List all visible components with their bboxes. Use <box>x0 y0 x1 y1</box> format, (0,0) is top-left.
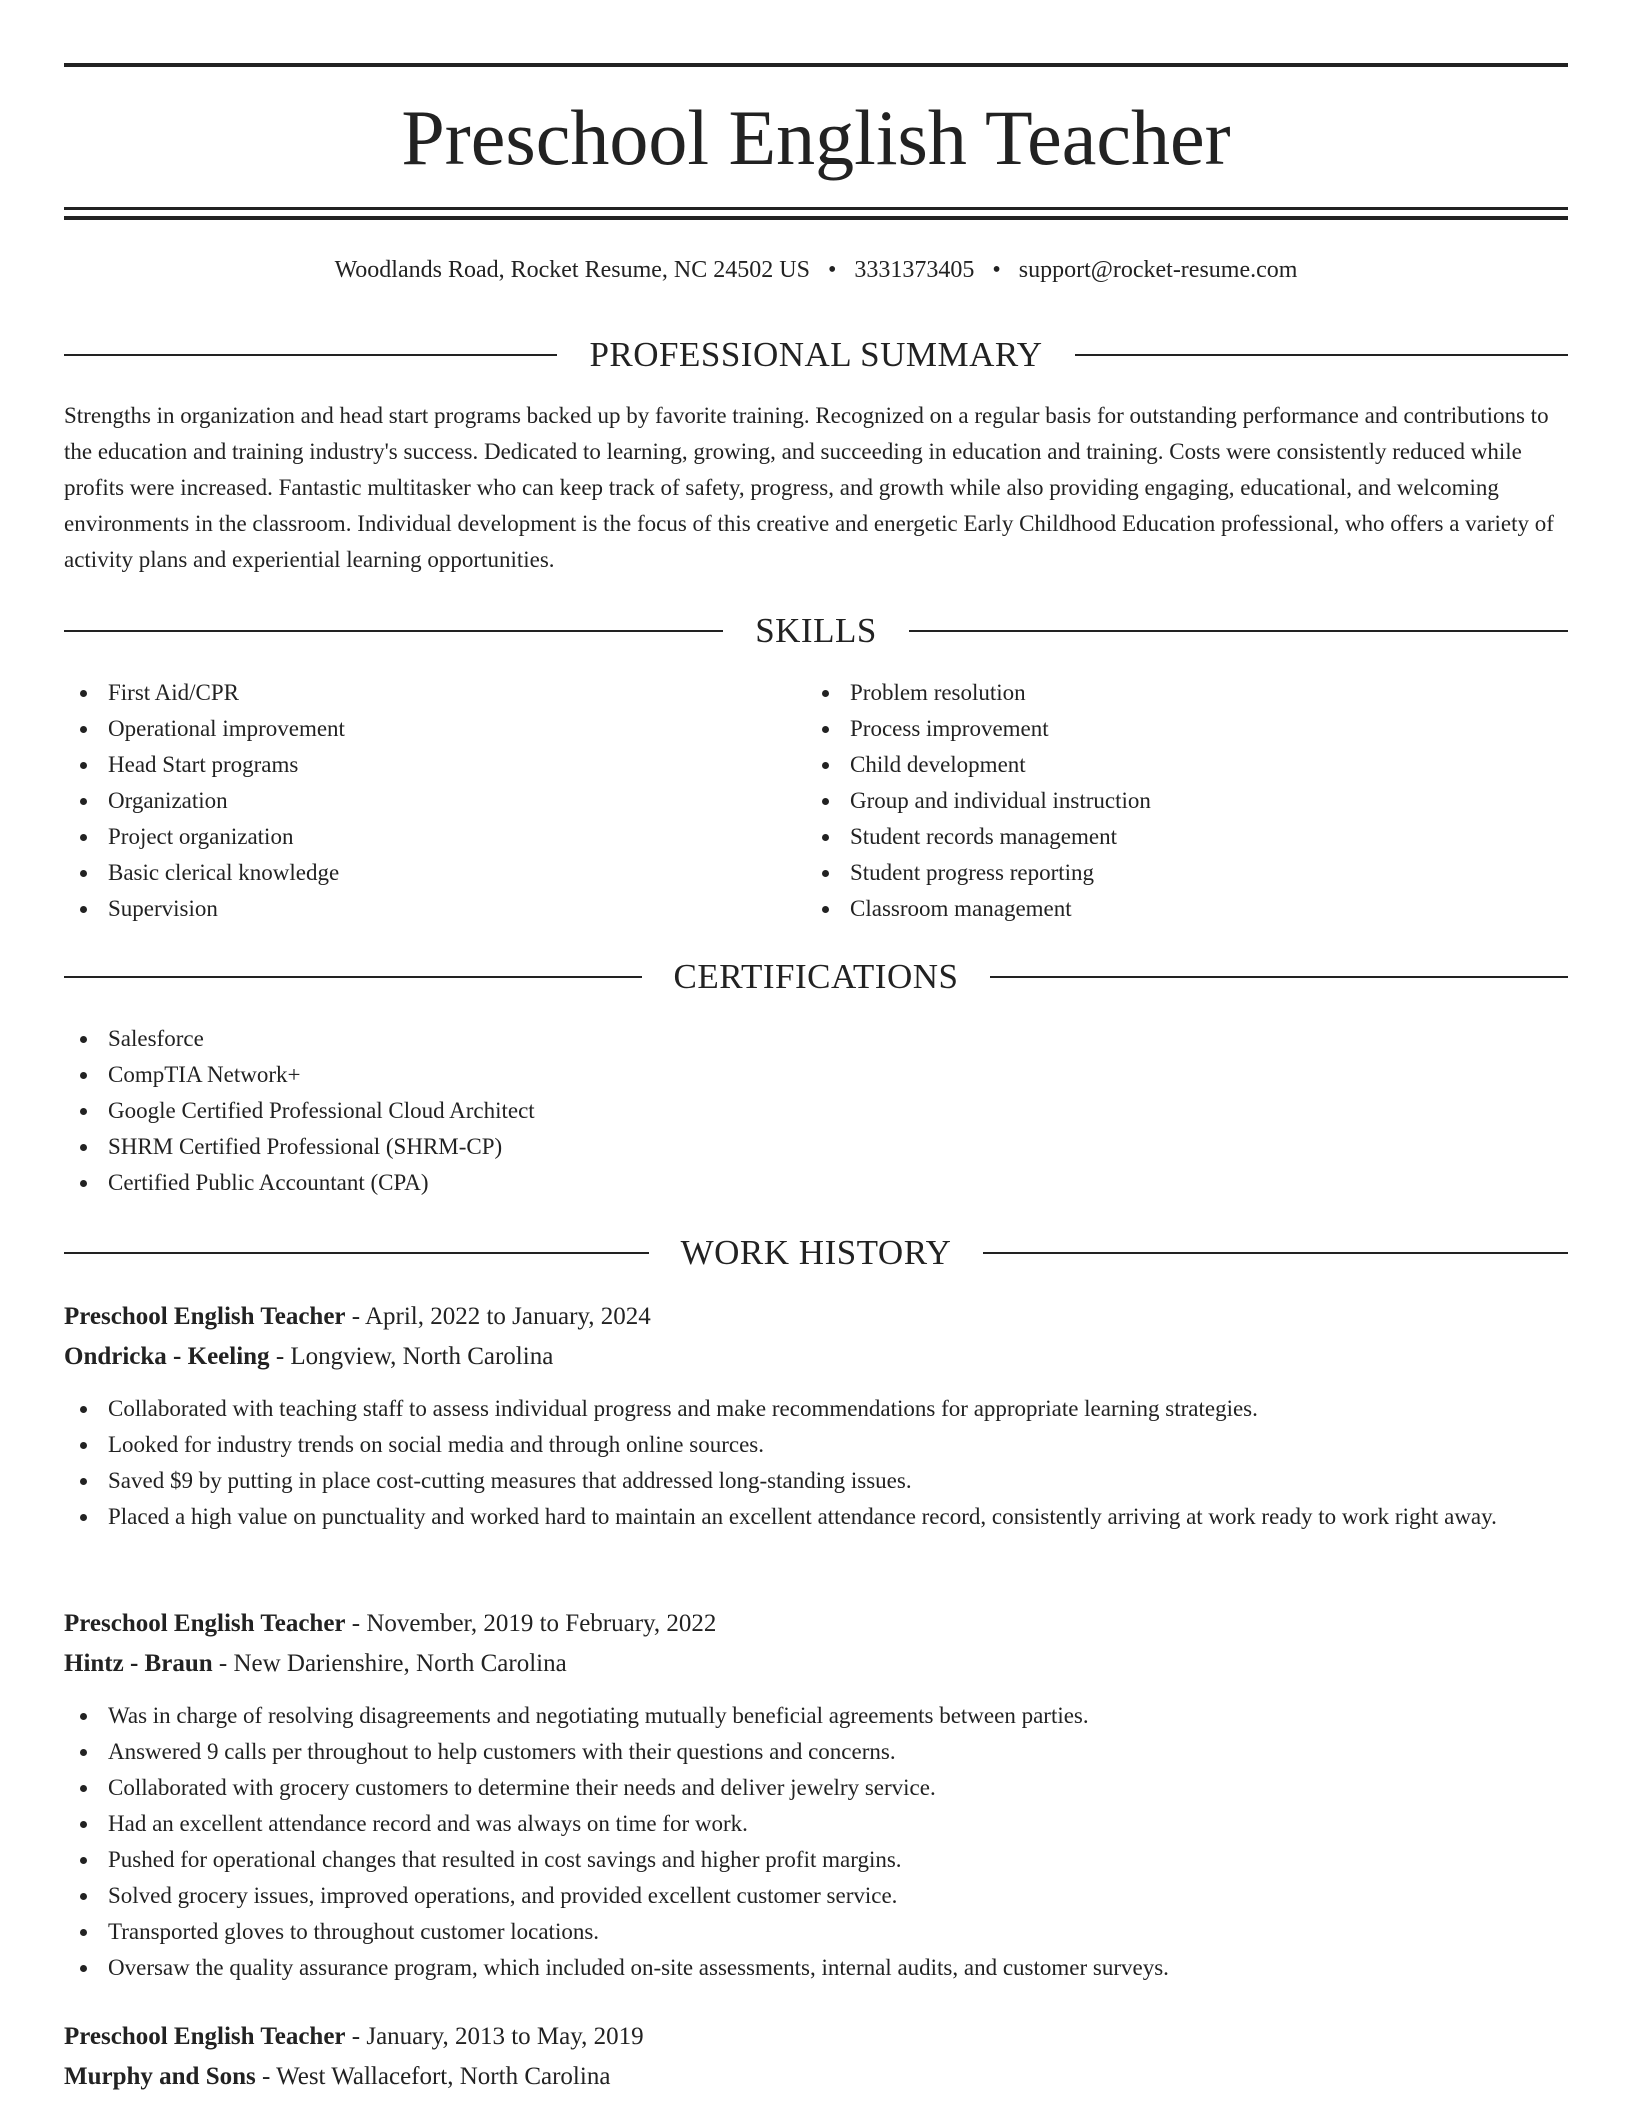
section-title-work-history: WORK HISTORY <box>680 1233 952 1272</box>
job-entry <box>64 1297 1568 1535</box>
job-dates: April, 2022 to January, 2024 <box>364 1303 651 1330</box>
section-rule-right <box>909 630 1568 632</box>
job-dates: January, 2013 to May, 2019 <box>366 2023 644 2050</box>
contact-separator: • <box>827 257 837 283</box>
job-title-line: Preschool English Teacher - April, 2022 to January, 2024 <box>64 1303 651 1330</box>
job-company-line: Murphy and Sons - West Wallacefort, North Carolina <box>64 2063 611 2090</box>
job-company-line: Ondricka - Keeling - Longview, North Carolina <box>64 1343 554 1370</box>
skill-item: Problem resolution <box>806 675 1566 711</box>
skill-item: Operational improvement <box>64 711 764 747</box>
skill-item: Basic clerical knowledge <box>64 855 764 891</box>
job-entry <box>64 2017 1568 2097</box>
skill-item: Student records management <box>806 819 1566 855</box>
job-bullet: Transported gloves to throughout customer locations. <box>64 1914 1568 1950</box>
contact-separator: • <box>992 257 1001 283</box>
section-rule-left <box>64 354 557 356</box>
section-rule-right <box>1075 354 1568 356</box>
job-entry <box>64 1604 1568 1986</box>
summary-text: Strengths in organization and head start programs backed up by favorite training. Recognized on a regular basis for outstanding performance and contributions to the education and training industry's success. Dedicated to learning, growing, and succeeding in education and training. Costs were consistently reduced while profits were increased. Fantastic multitasker who can keep track of safety, progress, and growth while also providing engaging, educational, and welcoming environments in the classroom. Individual development is the focus of this creative and energetic Early Childhood Education professional, who offers a variety of activity plans and experiential learning opportunities. <box>64 403 1554 572</box>
skills-list-right <box>806 675 1566 927</box>
section-header-work-history <box>64 1233 1568 1273</box>
job-bullet: Collaborated with grocery customers to determine their needs and deliver jewelry service. <box>64 1770 1568 1806</box>
job-role: Preschool English Teacher <box>64 1610 346 1637</box>
header-bottom-rule <box>64 207 1568 210</box>
skill-item: Head Start programs <box>64 747 764 783</box>
resume-title: Preschool English Teacher <box>401 94 1231 181</box>
skills-list-left <box>64 675 764 927</box>
header-top-rule <box>64 63 1568 67</box>
job-bullet: Answered 9 calls per throughout to help customers with their questions and concerns. <box>64 1734 1568 1770</box>
section-title-skills: SKILLS <box>755 611 877 650</box>
contact-line <box>64 253 1568 287</box>
section-rule-right <box>983 1252 1568 1254</box>
job-bullet: Solved grocery issues, improved operations, and provided excellent customer service. <box>64 1878 1568 1914</box>
job-bullet: Looked for industry trends on social media and through online sources. <box>64 1427 1568 1463</box>
job-title-line: Preschool English Teacher - November, 2019 to February, 2022 <box>64 1610 717 1637</box>
job-bullet: Oversaw the quality assurance program, which included on-site assessments, internal audits, and customer surveys. <box>64 1950 1568 1986</box>
skill-item: Project organization <box>64 819 764 855</box>
job-company-line: Hintz - Braun - New Darienshire, North Carolina <box>64 1650 567 1677</box>
job-location: Longview, North Carolina <box>290 1343 554 1370</box>
skill-item: Process improvement <box>806 711 1566 747</box>
job-company: Murphy and Sons <box>64 2063 256 2090</box>
section-header-summary <box>64 335 1568 375</box>
skill-item: First Aid/CPR <box>64 675 764 711</box>
job-bullet: Placed a high value on punctuality and worked hard to maintain an excellent attendance record, consistently arriving at work ready to work right away. <box>64 1499 1568 1535</box>
contact-phone: 3331373405 <box>854 257 975 283</box>
skill-item: Student progress reporting <box>806 855 1566 891</box>
certification-item: CompTIA Network+ <box>64 1057 1568 1093</box>
section-rule-left <box>64 976 642 978</box>
job-dates: November, 2019 to February, 2022 <box>366 1610 717 1637</box>
section-title-certifications: CERTIFICATIONS <box>673 957 959 996</box>
job-title-line: Preschool English Teacher - January, 2013 to May, 2019 <box>64 2023 644 2050</box>
job-bullet: Saved $9 by putting in place cost-cutting measures that addressed long-standing issues. <box>64 1463 1568 1499</box>
job-bullet: Pushed for operational changes that resulted in cost savings and higher profit margins. <box>64 1842 1568 1878</box>
job-company: Hintz - Braun <box>64 1650 213 1677</box>
section-rule-right <box>990 976 1568 978</box>
job-role: Preschool English Teacher <box>64 2023 346 2050</box>
skill-item: Child development <box>806 747 1566 783</box>
section-rule-left <box>64 1252 649 1254</box>
job-company: Ondricka - Keeling <box>64 1343 270 1370</box>
section-rule-left <box>64 630 723 632</box>
skill-item: Classroom management <box>806 891 1566 927</box>
certifications-list <box>64 1021 1568 1201</box>
skill-item: Supervision <box>64 891 764 927</box>
job-location: New Darienshire, North Carolina <box>233 1650 567 1677</box>
contact-email: support@rocket-resume.com <box>1018 257 1298 283</box>
job-bullet: Was in charge of resolving disagreements and negotiating mutually beneficial agreements between parties. <box>64 1698 1568 1734</box>
section-header-certifications <box>64 957 1568 997</box>
job-bullet: Had an excellent attendance record and was always on time for work. <box>64 1806 1568 1842</box>
section-title-summary: PROFESSIONAL SUMMARY <box>589 335 1043 374</box>
job-role: Preschool English Teacher <box>64 1303 346 1330</box>
job-location: West Wallacefort, North Carolina <box>276 2063 611 2090</box>
contact-address: Woodlands Road, Rocket Resume, NC 24502 US <box>334 257 810 283</box>
skill-item: Group and individual instruction <box>806 783 1566 819</box>
header-bottom-rule-second <box>64 216 1568 220</box>
certification-item: SHRM Certified Professional (SHRM-CP) <box>64 1129 1568 1165</box>
certification-item: Certified Public Accountant (CPA) <box>64 1165 1568 1201</box>
skill-item: Organization <box>64 783 764 819</box>
job-bullets <box>64 1391 1568 1535</box>
certification-item: Google Certified Professional Cloud Architect <box>64 1093 1568 1129</box>
job-bullets <box>64 1698 1568 1986</box>
section-header-skills <box>64 611 1568 651</box>
certification-item: Salesforce <box>64 1021 1568 1057</box>
job-bullet: Collaborated with teaching staff to assess individual progress and make recommendations for appropriate learning strategies. <box>64 1391 1568 1427</box>
